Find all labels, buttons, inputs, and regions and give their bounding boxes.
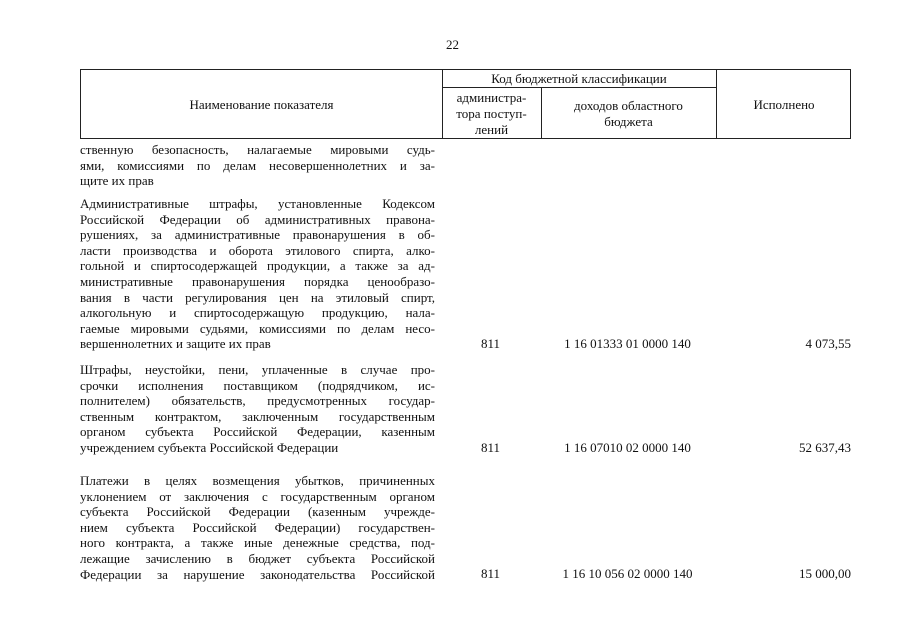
row-name [80, 142, 435, 189]
row-executed: 52 637,43 [799, 440, 851, 456]
row-executed: 4 073,55 [805, 336, 851, 352]
header-name: Наименование показателя [189, 97, 334, 112]
row-text-line: Федерации за нарушение законодательства Российской [80, 566, 435, 582]
row-text-line: ственным контрактом, заключенным государственным [80, 408, 435, 424]
row-text-line: Российской Федерации об административных правона- [80, 211, 435, 227]
table-header [80, 69, 851, 139]
row-text-line: гаемые мировыми судьями, комиссиями по делам несо- [80, 320, 435, 336]
row-admin-code: 811 [480, 566, 501, 582]
row-text-line: учреждением субъекта Российской Федерации [80, 439, 339, 455]
row-text-line: субъекта Российской Федерации (казенным учрежде- [80, 504, 435, 520]
header-revenue-line: бюджета [604, 114, 653, 129]
row-text-line: ласти производства и оборота этилового спирта, алко- [80, 242, 435, 258]
header-revenue [541, 88, 716, 140]
row-text-line: уклонением от заключения с государственным органом [80, 488, 435, 504]
row-text-line: Административные штрафы, установленные Кодексом [80, 196, 435, 211]
row-text-line: гольной и спиртосодержащей продукции, а также за ад- [80, 258, 435, 274]
row-text-line: министративные правонарушения порядка ценообразо- [80, 273, 435, 289]
row-text-line: вершеннолетних и защите их прав [80, 336, 271, 352]
row-text-line: щите их прав [80, 173, 154, 189]
row-text-line: ного контракта, а также иные денежные средства, под- [80, 535, 435, 551]
row-text-line: ственную безопасность, налагаемые мировыми судь- [80, 142, 435, 157]
row-text-line: вания в части регулирования цен на этиловый спирт, [80, 289, 435, 305]
row-revenue-code: 1 16 07010 02 0000 140 [564, 440, 691, 456]
row-text-line: Платежи в целях возмещения убытков, причиненных [80, 473, 435, 488]
table-row [80, 362, 851, 456]
row-executed: 15 000,00 [799, 566, 851, 582]
row-text-line: лежащие зачислению в бюджет субъекта Российской [80, 550, 435, 566]
row-text-line: ями, комиссиями по делам несовершеннолетних и за- [80, 157, 435, 173]
row-admin-code: 811 [480, 336, 501, 352]
header-revenue-line: доходов областного [574, 98, 683, 113]
header-code-group: Код бюджетной классификации [491, 71, 667, 86]
table-row [80, 473, 851, 582]
header-admin [442, 88, 541, 140]
header-executed: Исполнено [753, 97, 815, 112]
header-admin-line: лений [474, 122, 509, 137]
row-text-line: алкогольную и спиртосодержащую продукцию, нала- [80, 305, 435, 321]
row-text-line: нием субъекта Российской Федерации) государствен- [80, 519, 435, 535]
row-text-line: органом субъекта Российской Федерации, казенным [80, 424, 435, 440]
row-admin-code: 811 [480, 440, 501, 456]
header-admin-line: администра- [456, 90, 527, 105]
row-revenue-code: 1 16 01333 01 0000 140 [564, 336, 691, 352]
row-text-line: срочки исполнения поставщиком (подрядчиком, ис- [80, 377, 435, 393]
row-name [80, 362, 435, 456]
row-revenue-code: 1 16 10 056 02 0000 140 [562, 566, 693, 582]
page-number: 22 [446, 37, 459, 52]
row-name [80, 473, 435, 582]
header-admin-line: тора поступ- [456, 106, 527, 121]
row-text-line: полнителем) обязательств, предусмотренных государ- [80, 393, 435, 409]
row-text-line: рушениях, за административные правонарушения в об- [80, 227, 435, 243]
table-row [80, 196, 851, 352]
row-text-line: Штрафы, неустойки, пени, уплаченные в случае про- [80, 362, 435, 377]
row-name [80, 196, 435, 352]
table-row [80, 142, 851, 189]
